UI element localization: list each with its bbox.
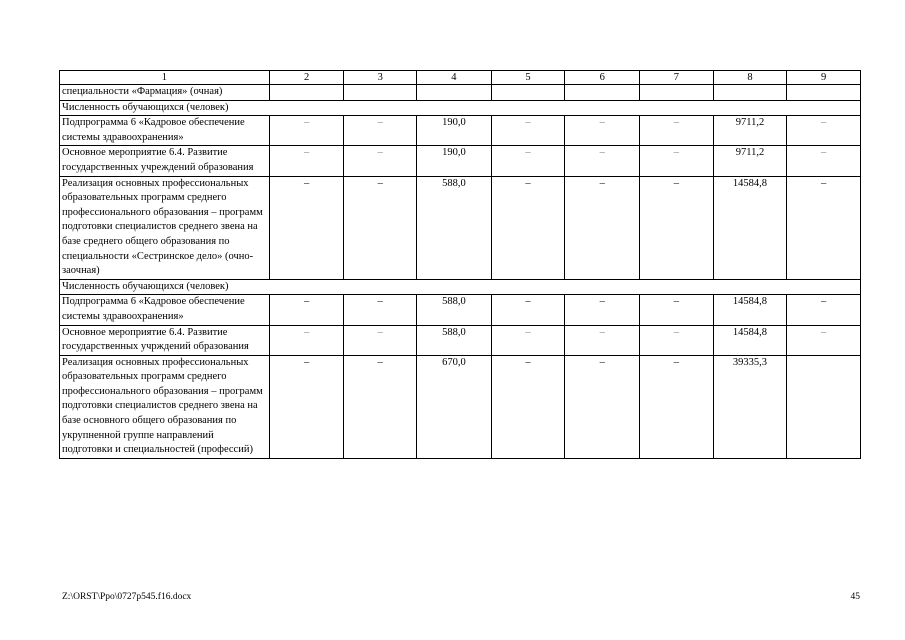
cell-col-5: –: [491, 325, 565, 355]
cell-col-4: 588,0: [417, 176, 492, 279]
cell-col-2: –: [269, 176, 344, 279]
header-cell-1: 1: [60, 71, 270, 85]
budget-table: [59, 70, 861, 459]
cell-col-9: –: [787, 146, 861, 176]
table-row: [60, 146, 861, 176]
cell-col-5: –: [491, 146, 565, 176]
cell-col-5: –: [491, 116, 565, 146]
cell-col-6: –: [565, 325, 640, 355]
table-body: [60, 71, 861, 459]
table-row: [60, 85, 861, 101]
cell-col-6: –: [565, 146, 640, 176]
table-row: [60, 295, 861, 325]
cell-col-7: –: [640, 295, 714, 325]
cell-col-7: –: [640, 116, 714, 146]
section-row: [60, 279, 861, 295]
table-row: [60, 355, 861, 458]
cell-col-4: 670,0: [417, 355, 492, 458]
cell-col-4: 190,0: [417, 116, 492, 146]
cell-col-7: –: [640, 176, 714, 279]
cell-col-3: –: [344, 176, 417, 279]
cell-col-3: –: [344, 295, 417, 325]
cell-col-5: –: [491, 355, 565, 458]
row-label: Реализация основных профессиональных образовательных программ среднего профессионального образования – программ подготовки специалистов среднего звена на базе среднего общего образования по специальности «Сестринское дело» (очно-заочная): [60, 176, 270, 279]
header-cell-8: 8: [713, 71, 787, 85]
cell-col-2: –: [269, 116, 344, 146]
header-cell-2: 2: [269, 71, 344, 85]
cell-col-8: 39335,3: [713, 355, 787, 458]
cell-col-6: –: [565, 116, 640, 146]
header-cell-4: 4: [417, 71, 492, 85]
section-label: Численность обучающихся (человек): [60, 100, 861, 116]
cell-col-8: [713, 85, 787, 101]
cell-col-3: –: [344, 355, 417, 458]
cell-col-9: –: [787, 295, 861, 325]
cell-col-4: [417, 85, 492, 101]
row-label: Подпрограмма 6 «Кадровое обеспечение системы здравоохранения»: [60, 116, 270, 146]
row-label: Реализация основных профессиональных образовательных программ среднего профессионального образования – программ подготовки специалистов среднего звена на базе основного общего образования по укрупненной группе направлений подготовки и специальностей (профессий): [60, 355, 270, 458]
row-label: Основное мероприятие 6.4. Развитие государственных учрждений образования: [60, 325, 270, 355]
header-cell-9: 9: [787, 71, 861, 85]
section-label: Численность обучающихся (человек): [60, 279, 861, 295]
cell-col-6: [565, 85, 640, 101]
table-row: [60, 176, 861, 279]
cell-col-3: –: [344, 116, 417, 146]
cell-col-9: –: [787, 176, 861, 279]
cell-col-5: –: [491, 176, 565, 279]
cell-col-6: –: [565, 355, 640, 458]
cell-col-2: –: [269, 295, 344, 325]
table-header-row: [60, 71, 861, 85]
cell-col-8: 14584,8: [713, 295, 787, 325]
cell-col-9: [787, 355, 861, 458]
cell-col-7: –: [640, 355, 714, 458]
header-cell-7: 7: [640, 71, 714, 85]
cell-col-4: 588,0: [417, 325, 492, 355]
cell-col-8: 9711,2: [713, 146, 787, 176]
header-cell-5: 5: [491, 71, 565, 85]
section-row: [60, 100, 861, 116]
cell-col-9: –: [787, 116, 861, 146]
cell-col-3: –: [344, 325, 417, 355]
cell-col-7: –: [640, 325, 714, 355]
cell-col-2: –: [269, 146, 344, 176]
cell-col-5: [491, 85, 565, 101]
cell-col-8: 14584,8: [713, 325, 787, 355]
cell-col-6: –: [565, 295, 640, 325]
cell-col-4: 588,0: [417, 295, 492, 325]
cell-col-6: –: [565, 176, 640, 279]
cell-col-8: 14584,8: [713, 176, 787, 279]
row-label: Основное мероприятие 6.4. Развитие государственных учреждений образования: [60, 146, 270, 176]
cell-col-7: –: [640, 146, 714, 176]
table-row: [60, 116, 861, 146]
row-label: Подпрограмма 6 «Кадровое обеспечение системы здравоохранения»: [60, 295, 270, 325]
cell-col-8: 9711,2: [713, 116, 787, 146]
cell-col-5: –: [491, 295, 565, 325]
cell-col-2: [269, 85, 344, 101]
cell-col-9: [787, 85, 861, 101]
cell-col-2: –: [269, 355, 344, 458]
header-cell-6: 6: [565, 71, 640, 85]
footer-file-path: Z:\ORST\Ppo\0727p545.f16.docx: [62, 592, 192, 602]
table-row: [60, 325, 861, 355]
cell-col-7: [640, 85, 714, 101]
cell-col-3: [344, 85, 417, 101]
header-cell-3: 3: [344, 71, 417, 85]
cell-col-3: –: [344, 146, 417, 176]
cell-col-9: –: [787, 325, 861, 355]
cell-col-4: 190,0: [417, 146, 492, 176]
cell-col-2: –: [269, 325, 344, 355]
footer-page-number: 45: [850, 592, 860, 602]
row-label: специальности «Фармация» (очная): [60, 85, 270, 101]
